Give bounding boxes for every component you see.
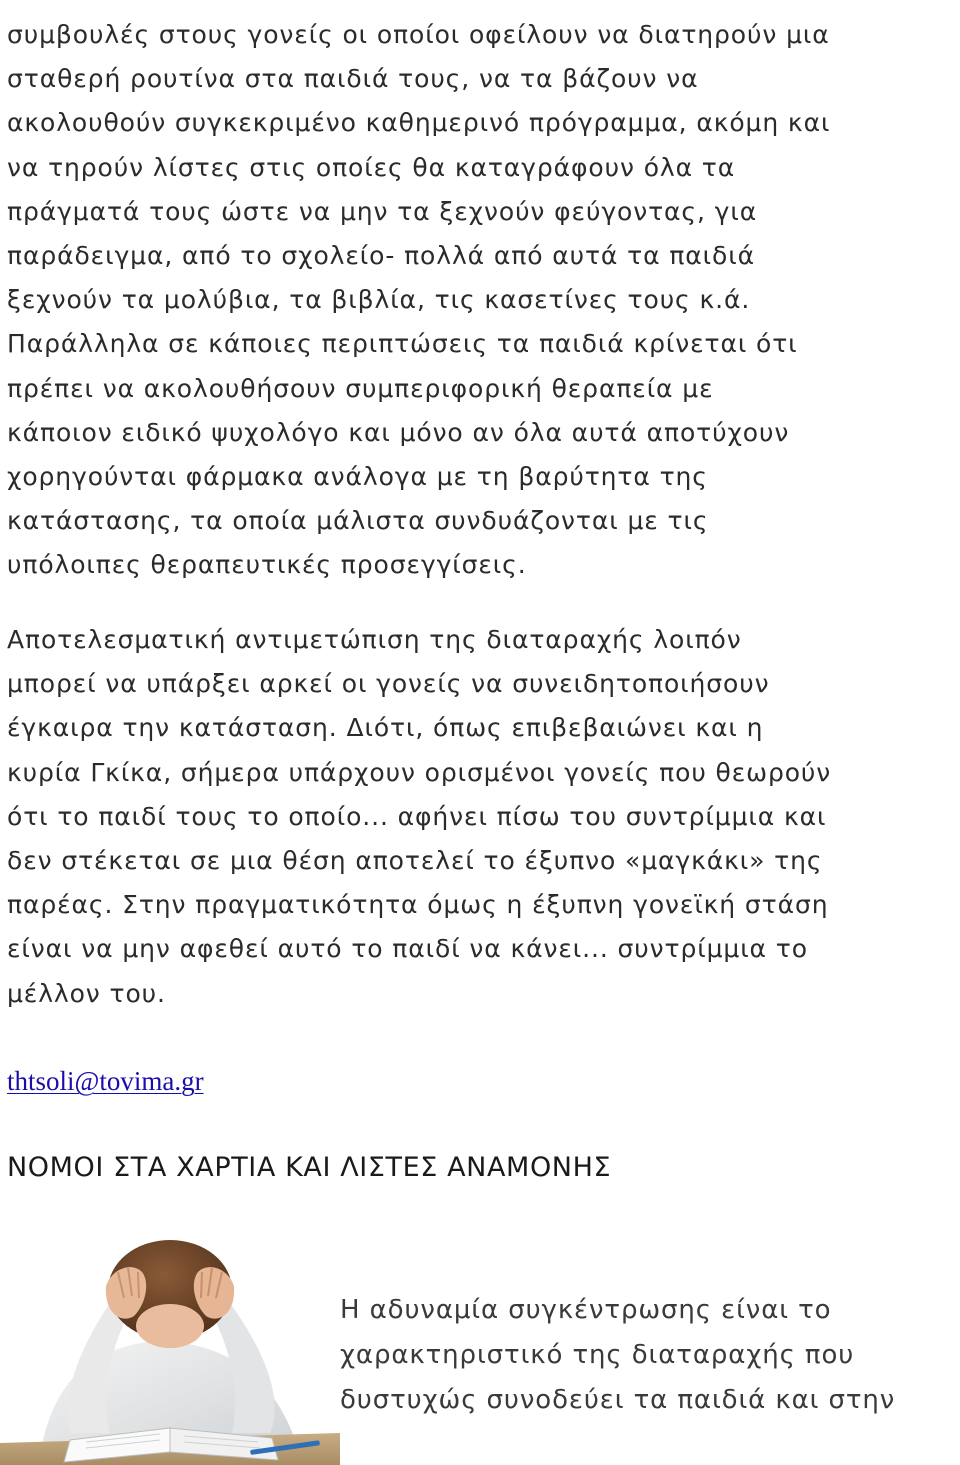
paragraph-line: χορηγούνται φάρμακα ανάλογα με τη βαρύτητα της [7,461,708,491]
paragraph-line: συμβουλές στους γονείς οι οποίοι οφείλουν να διατηρούν μια [7,20,830,49]
caption-line: Η αδυναμία συγκέντρωσης είναι το [340,1295,832,1325]
paragraph-line: να τηρούν λίστες στις οποίες θα καταγράφουν όλα τα [7,152,736,182]
paragraph-line: είναι να μην αφεθεί αυτό το παιδί να κάνει... συντρίμμια το [7,934,808,964]
paragraph-line: ακολουθούν συγκεκριμένο καθημερινό πρόγραμμα, ακόμη και [7,108,831,138]
paragraph-line: υπόλοιπες θεραπευτικές προσεγγίσεις. [7,550,527,580]
paragraph-line: πράγματά τους ώστε να μην τα ξεχνούν φεύγοντας, για [7,196,758,226]
paragraph-line: πρέπει να ακολουθήσουν συμπεριφορική θεραπεία με [7,373,714,403]
paragraph-line: έγκαιρα την κατάσταση. Διότι, όπως επιβεβαιώνει και η [7,713,764,743]
caption-line: χαρακτηριστικό της διαταραχής που [340,1340,855,1370]
article-paragraph-1 [7,13,830,587]
paragraph-line: Παράλληλα σε κάποιες περιπτώσεις τα παιδιά κρίνεται ότι [7,329,798,359]
caption-line: δυστυχώς συνοδεύει τα παιδιά και στην [340,1385,896,1415]
paragraph-line: Αποτελεσματική αντιμετώπιση της διαταραχής λοιπόν [7,625,742,654]
author-email-link[interactable]: thtsoli@tovima.gr [7,1066,204,1096]
paragraph-line: μέλλον του. [7,978,166,1008]
paragraph-line: δεν στέκεται σε μια θέση αποτελεί το έξυπνο «μαγκάκι» της [7,845,823,875]
paragraph-line: σταθερή ρουτίνα στα παιδιά τους, να τα βάζουν να [7,64,699,94]
paragraph-line: κυρία Γκίκα, σήμερα υπάρχουν ορισμένοι γονείς που θεωρούν [7,757,832,787]
paragraph-line: ότι το παιδί τους το οποίο... αφήνει πίσω του συντρίμμια και [7,801,827,831]
paragraph-line: κάποιον ειδικό ψυχολόγο και μόνο αν όλα αυτά αποτύχουν [7,417,790,447]
paragraph-line: ξεχνούν τα μολύβια, τα βιβλία, τις κασετίνες τους κ.ά. [7,285,751,315]
paragraph-line: παρέας. Στην πραγματικότητα όμως η έξυπνη γονεϊκή στάση [7,890,829,920]
article-paragraph-2 [7,618,831,1016]
section-heading: ΝΟΜΟΙ ΣΤΑ ΧΑΡΤΙΑ ΚΑΙ ΛΙΣΤΕΣ ΑΝΑΜΟΝΗΣ [7,1152,612,1183]
paragraph-line: κατάστασης, τα οποία μάλιστα συνδυάζονται με τις [7,506,709,536]
photo-caption [340,1288,895,1423]
paragraph-line: μπορεί να υπάρξει αρκεί οι γονείς να συνειδητοποιήσουν [7,669,770,699]
article-photo [0,1228,340,1465]
paragraph-line: παράδειγμα, από το σχολείο- πολλά από αυτά τα παιδιά [7,240,755,270]
